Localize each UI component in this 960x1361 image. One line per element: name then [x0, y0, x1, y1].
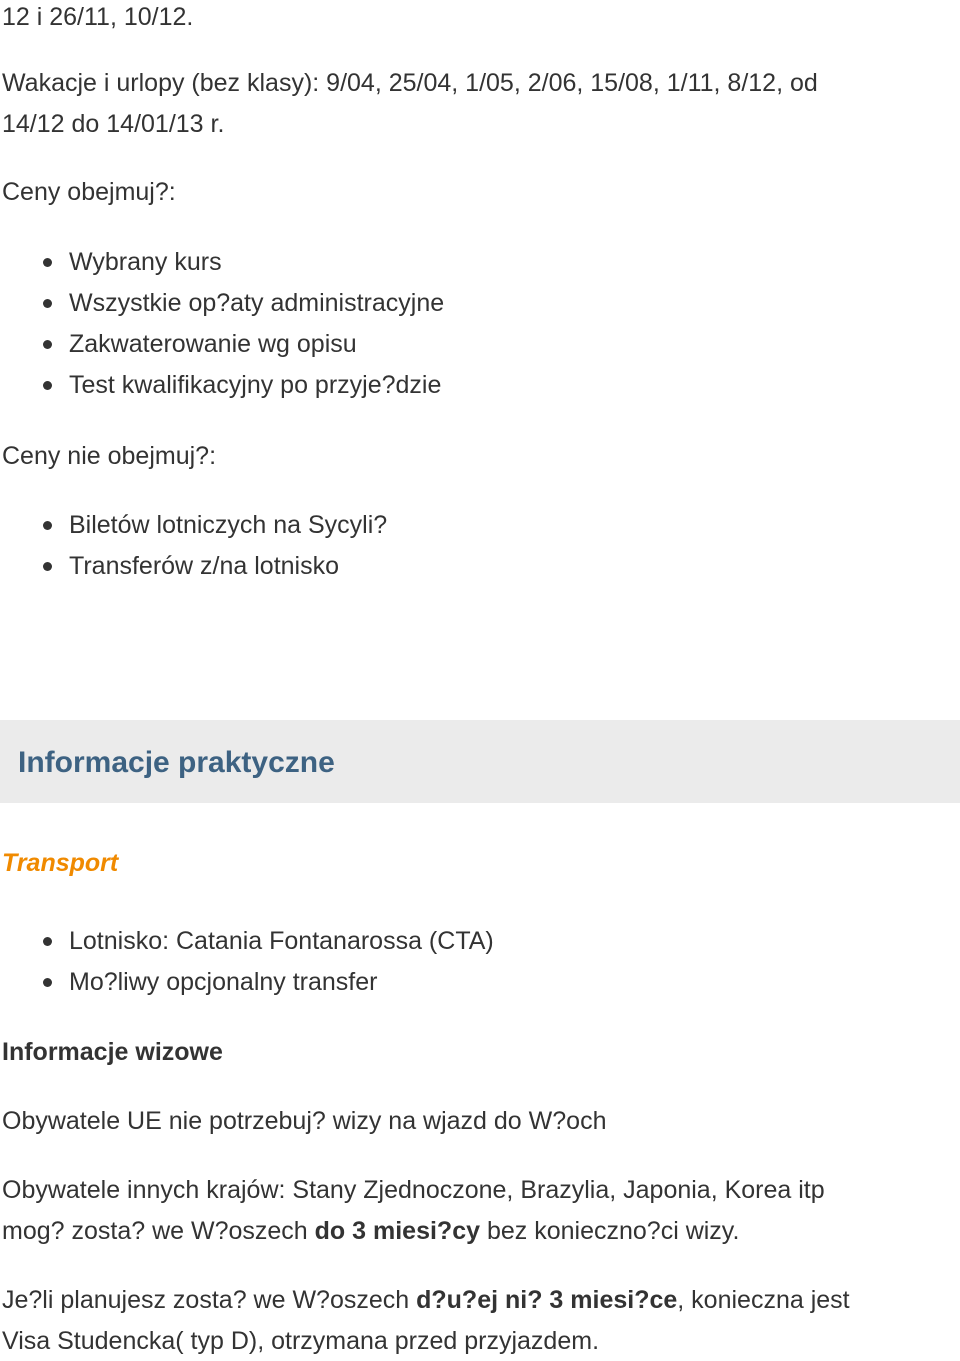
bullet-icon	[43, 299, 52, 308]
list-item: Test kwalifikacyjny po przyje?dzie	[0, 370, 444, 411]
transport-list	[0, 926, 494, 1008]
bullet-icon	[43, 562, 52, 571]
prices-include-heading: Ceny obejmuj?:	[2, 178, 176, 206]
visa-longer-line1: Je?li planujesz zosta? we W?oszech d?u?ej ni? 3 miesi?ce, konieczna jest	[2, 1286, 850, 1314]
list-item: Mo?liwy opcjonalny transfer	[0, 967, 494, 1008]
prices-exclude-heading: Ceny nie obejmuj?:	[2, 442, 217, 470]
vacations-text-line1: Wakacje i urlopy (bez klasy): 9/04, 25/04, 1/05, 2/06, 15/08, 1/11, 8/12, od	[2, 69, 818, 97]
visa-others-line2: mog? zosta? we W?oszech do 3 miesi?cy bez konieczno?ci wizy.	[2, 1217, 740, 1245]
bullet-icon	[43, 978, 52, 987]
bullet-icon	[43, 258, 52, 267]
transport-heading: Transport	[2, 849, 119, 877]
bullet-icon	[43, 937, 52, 946]
holidays-tail-text: 12 i 26/11, 10/12.	[2, 3, 194, 31]
bullet-icon	[43, 340, 52, 349]
list-item: Zakwaterowanie wg opisu	[0, 329, 444, 370]
list-item: Wybrany kurs	[0, 247, 444, 288]
visa-longer-line2: Visa Studencka( typ D), otrzymana przed przyjazdem.	[2, 1327, 600, 1355]
bullet-icon	[43, 381, 52, 390]
vacations-text-line2: 14/12 do 14/01/13 r.	[2, 110, 225, 138]
visa-others-line1: Obywatele innych krajów: Stany Zjednoczone, Brazylia, Japonia, Korea itp	[2, 1176, 825, 1204]
prices-exclude-list	[0, 510, 387, 592]
list-item: Lotnisko: Catania Fontanarossa (CTA)	[0, 926, 494, 967]
list-item: Transferów z/na lotnisko	[0, 551, 387, 592]
bullet-icon	[43, 521, 52, 530]
practical-info-header	[0, 720, 960, 803]
list-item: Biletów lotniczych na Sycyli?	[0, 510, 387, 551]
list-item: Wszystkie op?aty administracyjne	[0, 288, 444, 329]
visa-heading: Informacje wizowe	[2, 1038, 223, 1066]
prices-include-list	[0, 247, 444, 411]
practical-info-title: Informacje praktyczne	[18, 746, 335, 779]
visa-eu-text: Obywatele UE nie potrzebuj? wizy na wjazd do W?och	[2, 1107, 607, 1135]
